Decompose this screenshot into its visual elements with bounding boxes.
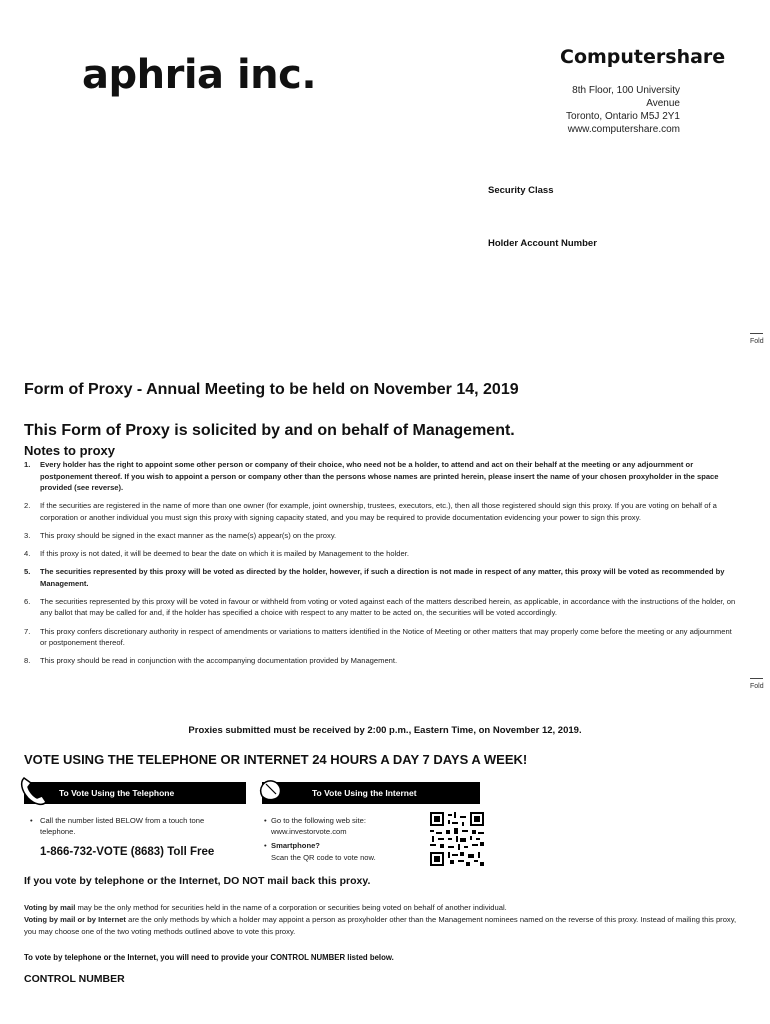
- fold-label: Fold: [750, 338, 764, 345]
- note-item: 2. If the securities are registered in the name of more than one owner (for example, joint ownership, trustees, executors, etc.), then all those registered should sign this proxy. If you are voting on behalf of a corporation or another individual you must sign this proxy with signing capacity stated, and you may be required to provide documentation evidencing your power to sign this proxy.: [24, 501, 717, 522]
- telephone-number[interactable]: 1-866-732-VOTE (8683) Toll Free: [40, 846, 215, 858]
- bullet-icon: •: [264, 841, 267, 850]
- deadline-notice: Proxies submitted must be received by 2:00 p.m., Eastern Time, on November 12, 2019.: [188, 725, 582, 736]
- address-line: 8th Floor, 100 University Avenue: [572, 85, 680, 109]
- smartphone-text: Scan the QR code to vote now.: [271, 853, 376, 862]
- vote-heading: VOTE USING THE TELEPHONE OR INTERNET 24 HOURS A DAY 7 DAYS A WEEK!: [24, 752, 528, 767]
- qr-code-icon[interactable]: [430, 812, 484, 866]
- note-item: 7. This proxy confers discretionary authority in respect of amendments or variations to matters identified in the Notice of Meeting or other matters that may properly come before the meeting or any adjournment or postponement thereof.: [24, 626, 732, 648]
- note-item: 1. Every holder has the right to appoint some other person or company of their choice, who need not be a holder, to attend and act on their behalf at the meeting or any adjournment or postponement thereof. If you wish to appoint a person or company other than the persons whose names are printed herein, please insert the name of your chosen proxyholder in the space provided (see reverse).: [24, 460, 719, 493]
- form-title: Form of Proxy - Annual Meeting to be held on November 14, 2019: [24, 381, 519, 398]
- note-item: 3. This proxy should be signed in the exact manner as the name(s) appear(s) on the proxy.: [24, 530, 337, 540]
- address-line: Toronto, Ontario M5J 2Y1: [566, 111, 680, 122]
- notes-list: [24, 459, 740, 673]
- bullet-icon: •: [264, 816, 267, 825]
- telephone-bar-label: To Vote Using the Telephone: [59, 788, 175, 798]
- security-class-label: Security Class: [488, 185, 554, 196]
- website-link[interactable]: www.investorvote.com: [271, 827, 347, 836]
- mail-note-1-bold: Voting by mail: [24, 903, 76, 912]
- fold-line: [750, 678, 763, 679]
- internet-bar-label: To Vote Using the Internet: [312, 788, 417, 798]
- fold-label: Fold: [750, 683, 764, 690]
- address-line: www.computershare.com: [567, 124, 680, 135]
- aphria-logo: aphria inc.: [82, 52, 317, 98]
- mail-note-2-bold: Voting by mail or by Internet: [24, 915, 126, 924]
- agent-address: [548, 84, 680, 136]
- mail-note-1-text: may be the only method for securities held in the name of a corporation or securities being voted on behalf of another individual.: [77, 903, 507, 912]
- computershare-logo: Computershare: [560, 46, 726, 68]
- note-item: 8. This proxy should be read in conjunction with the accompanying documentation provided by Management.: [24, 656, 398, 666]
- holder-account-label: Holder Account Number: [488, 238, 597, 249]
- bullet-icon: •: [30, 816, 33, 825]
- mail-note-1: [24, 902, 744, 914]
- telephone-icon: [18, 772, 52, 808]
- no-mail-notice: If you vote by telephone or the Internet, DO NOT mail back this proxy.: [24, 875, 371, 887]
- fold-line: [750, 333, 763, 334]
- notes-title: Notes to proxy: [24, 443, 116, 458]
- telephone-instruction: Call the number listed BELOW from a touch tone telephone.: [40, 816, 205, 836]
- control-note: To vote by telephone or the Internet, you will need to provide your CONTROL NUMBER listed below.: [24, 953, 394, 962]
- smartphone-label: Smartphone?: [271, 841, 320, 850]
- mouse-icon: [256, 772, 300, 808]
- solicited-title: This Form of Proxy is solicited by and on behalf of Management.: [24, 422, 515, 439]
- telephone-bar: [24, 782, 246, 804]
- mail-note-2-text: are the only methods by which a holder may appoint a person as proxyholder other than the Management nominees named on the reverse of this proxy. Instead of mailing this proxy, you may choose one of the two voting methods outlined above to vote this proxy.: [24, 915, 737, 936]
- mail-note-2: [24, 914, 746, 938]
- note-item: 5. The securities represented by this proxy will be voted as directed by the holder, however, if such a direction is not made in respect of any matter, this proxy will be voted as recommended by Management.: [24, 567, 725, 588]
- note-item: 4. If this proxy is not dated, it will be deemed to bear the date on which it is mailed by Management to the holder.: [24, 549, 409, 559]
- note-item: 6. The securities represented by this proxy will be voted in favour or withheld from voting or voted against each of the matters described herein, as applicable, in accordance with the instructions of the holder, on any ballot that may be called for and, if the holder has specified a choice with respect to any matter to be acted on, the securities will be voted accordingly.: [24, 596, 736, 618]
- control-number-label: CONTROL NUMBER: [24, 973, 125, 985]
- internet-instruction: Go to the following web site:: [271, 816, 366, 825]
